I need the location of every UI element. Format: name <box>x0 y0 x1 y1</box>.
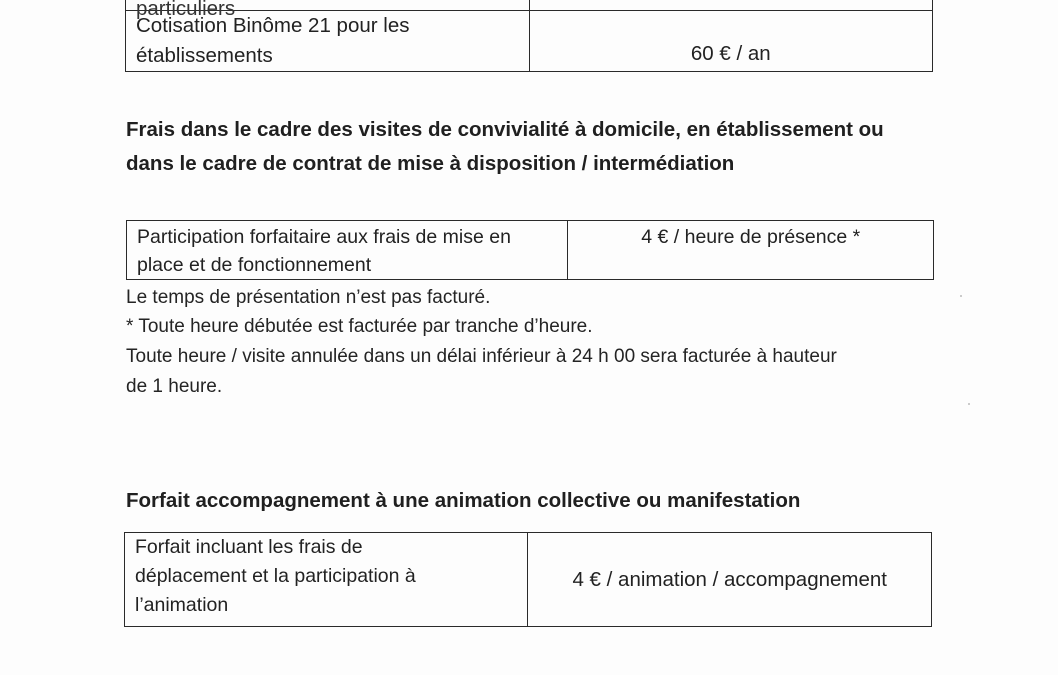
table-cell-value <box>568 221 934 280</box>
table-cell-value <box>529 11 932 72</box>
fee-label-line: l’animation <box>135 594 229 616</box>
table-row <box>126 11 933 72</box>
table-cell-label <box>125 533 528 627</box>
table-cell-value <box>528 533 932 627</box>
table-cell-label <box>126 0 530 20</box>
scan-speck <box>960 295 962 297</box>
section-heading-animation <box>126 484 956 518</box>
fee-value: 4 € / animation / accompagnement <box>572 567 887 591</box>
fee-value: 4 € / heure de présence * <box>641 226 861 248</box>
heading-line: dans le cadre de contrat de mise à disposition / intermédiation <box>126 152 735 175</box>
visit-fee-table <box>126 220 934 280</box>
note-line: Toute heure / visite annulée dans un délai inférieur à 24 h 00 sera facturée à hauteur <box>126 346 837 367</box>
table-cell-label <box>126 11 530 72</box>
section-heading-visits <box>126 113 956 181</box>
table-cell-value <box>529 0 932 11</box>
fee-label-line: Forfait incluant les frais de <box>135 536 363 558</box>
table-row <box>125 533 932 627</box>
fee-label-line: place et de fonctionnement <box>137 254 372 276</box>
fee-label-line: Cotisation Binôme 21 pour les <box>136 14 410 37</box>
fee-label-line: établissements <box>136 44 273 67</box>
note-line: de 1 heure. <box>126 376 223 397</box>
fee-label-line: Participation forfaitaire aux frais de mise en <box>137 226 511 248</box>
membership-fee-table <box>125 0 933 72</box>
cut-off-text: particuliers <box>136 0 236 20</box>
heading-line: Forfait accompagnement à une animation collective ou manifestation <box>126 489 801 512</box>
note-line: Le temps de présentation n’est pas facturé. <box>126 287 491 308</box>
table-row <box>127 221 934 280</box>
scan-speck <box>968 403 970 405</box>
table-cell-label <box>127 221 568 280</box>
note-line: * Toute heure débutée est facturée par tranche d’heure. <box>126 316 593 337</box>
fee-value: 60 € / an <box>690 42 771 65</box>
heading-line: Frais dans le cadre des visites de convivialité à domicile, en établissement ou <box>126 118 884 141</box>
fee-label-line: déplacement et la participation à <box>135 565 416 587</box>
animation-fee-table <box>124 532 932 627</box>
table-row <box>126 0 933 11</box>
